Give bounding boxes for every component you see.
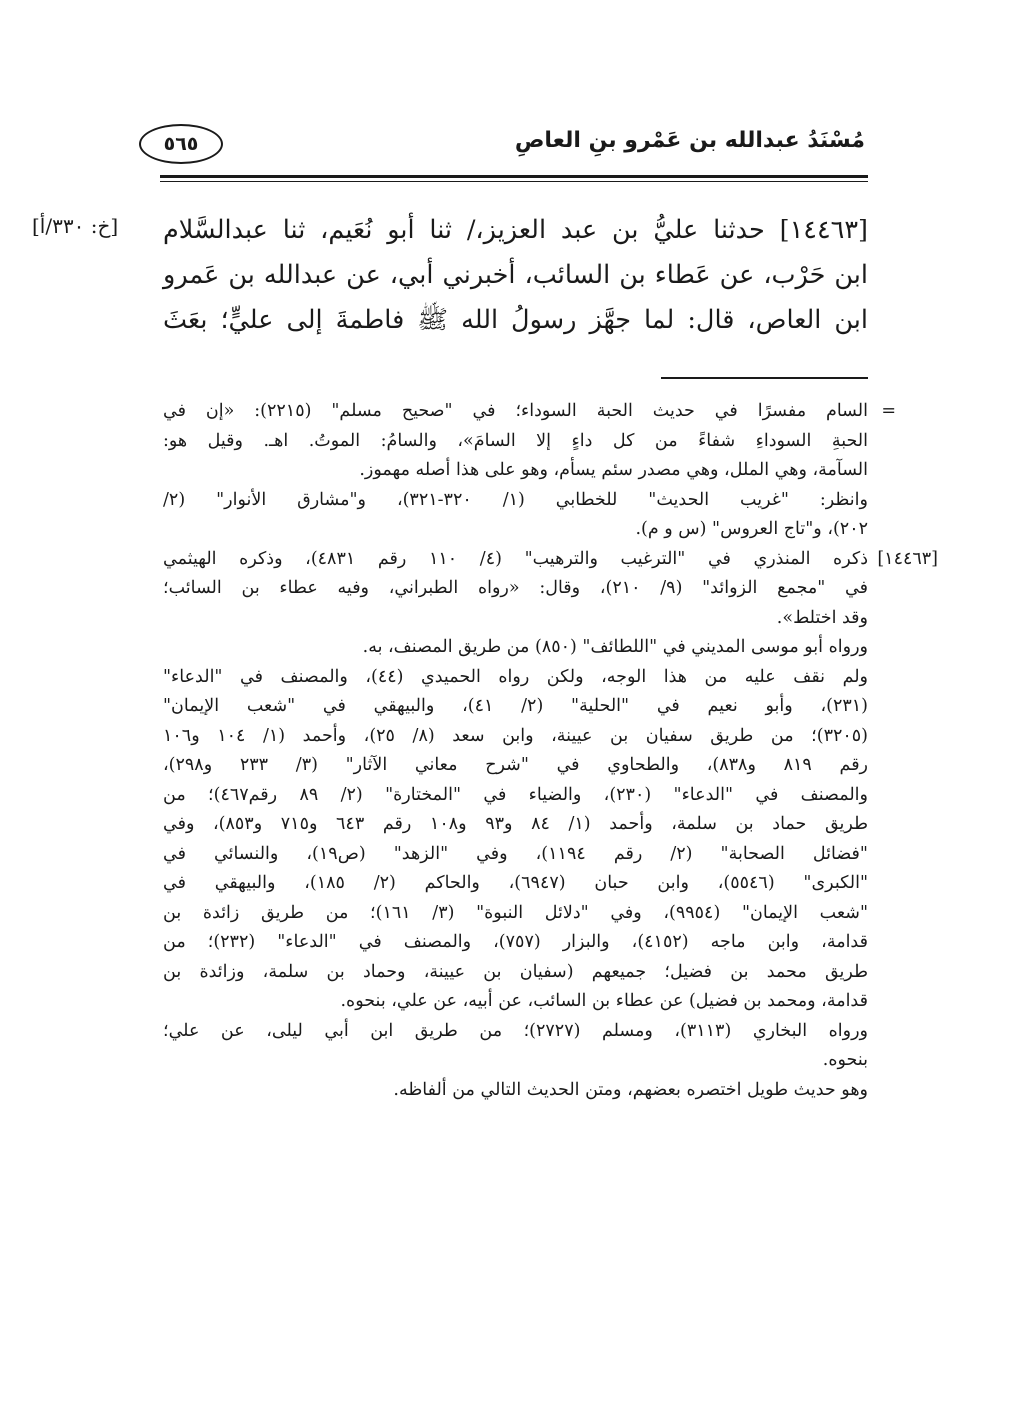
header-rule-thick: [160, 175, 868, 178]
footnote-line: "شعب الإيمان" (٩٩٥٤)، وفي "دلائل النبوة" (٣/ ١٦١)؛ من طريق زائدة بن: [163, 902, 868, 923]
footnote-line: (٢٣١)، وأبو نعيم في "الحلية" (٢/ ٤١)، والبيهقي في "شعب الإيمان": [163, 696, 868, 716]
footnote-line: ولم نقف عليه من هذا الوجه، ولكن رواه الحميدي (٤٤)، والمصنف في "الدعاء": [163, 666, 868, 687]
footnote-line: "فضائل الصحابة" (٢/ رقم ١١٩٤)، وفي "الزهد" (ص١٩)، والنسائي في: [163, 843, 868, 864]
footnote-line: وقد اختلط».: [776, 607, 868, 628]
footnote-line: السآمة، وهي الملل، وهي مصدر سئم يسأم، وهو على هذا أصله مهموز.: [359, 460, 868, 480]
footnote-line: قدامة، وابن ماجه (٤١٥٢)، والبزار (٧٥٧)، والمصنف في "الدعاء" (٢٣٢)؛ من: [163, 932, 868, 952]
footnote-line: ٢٠٢)، و"تاج العروس" (س و م).: [635, 519, 868, 539]
hadith-main-text: [163, 208, 868, 343]
running-title: مُسْنَدُ عبدالله بن عَمْرو بنِ العاصِ: [514, 128, 865, 153]
footnote-line: في "مجمع الزوائد" (٩/ ٢١٠)، وقال: «رواه الطبراني، وفيه عطاء بن السائب؛: [163, 578, 868, 598]
page-number-badge: ٥٦٥: [139, 124, 223, 164]
main-text-line: ابن العاص، قال: لما جهَّز رسولُ الله ﷺ فاطمةَ إلى عليٍّ؛ بعَثَ: [163, 305, 868, 335]
footnote-hadith-number: [١٤٤٦٣]: [877, 548, 938, 569]
footnote-hadith-14463: [163, 545, 938, 1106]
footnote-continuation: [163, 397, 896, 545]
footnote-line: وهو حديث طويل اختصره بعضهم، ومتن الحديث التالي من ألفاظه.: [393, 1079, 868, 1100]
footnote-line: رقم ٨١٩ و٨٣٨)، والطحاوي في "شرح معاني الآثار" (٣/ ٢٣٣ و٢٩٨)،: [163, 755, 868, 775]
footnote-separator: [661, 377, 868, 379]
main-text-line: [١٤٤٦٣] حدثنا عليُّ بن عبد العزيز،/ ثنا أبو نُعَيم، ثنا عبدالسَّلام: [163, 215, 868, 245]
footnote-line: ورواه البخاري (٣١١٣)، ومسلم (٢٧٢٧)؛ من طريق ابن أبي ليلى، عن علي؛: [163, 1020, 868, 1041]
footnote-line: الحبةِ السوداءِ شفاءً من كل داءٍ إلا السامَ»، والسامُ: الموتُ. اهـ. وقيل هو:: [163, 430, 868, 451]
continuation-marker: =: [881, 401, 896, 421]
main-text-line: ابن حَرْب، عن عَطاء بن السائب، أخبرني أبي، عن عبدالله بن عَمرو: [163, 260, 868, 290]
header-rule-thin: [160, 181, 868, 182]
footnote-line: "الكبرى" (٥٥٤٦)، وابن حبان (٦٩٤٧)، والحاكم (٢/ ١٨٥)، والبيهقي في: [163, 873, 868, 893]
footnote-line: والمصنف في "الدعاء" (٢٣٠)، والضياء في "المختارة" (٢/ ٨٩ رقم٤٦٧)؛ من: [163, 784, 868, 805]
footnote-line: بنحوه.: [822, 1050, 868, 1070]
footnote-line: وانظر: "غريب الحديث" للخطابي (١/ ٣٢٠-٣٢١)، و"مشارق الأنوار" (٢/: [163, 489, 868, 510]
footnote-line: ذكره المنذري في "الترغيب والترهيب" (٤/ ١١٠ رقم ٤٨٣١)، وذكره الهيثمي: [163, 548, 868, 569]
manuscript-margin-reference: [خ: ٣٣٠/أ]: [32, 214, 119, 238]
footnote-line: طريق حماد بن سلمة، وأحمد (١/ ٨٤ و٩٣ و١٠٨ رقم ٦٤٣ و٧١٥ و٨٥٣)، وفي: [163, 814, 868, 834]
footnote-line: قدامة، ومحمد بن فضيل) عن عطاء بن السائب، عن أبيه، عن علي، بنحوه.: [340, 991, 868, 1011]
footnote-line: (٣٢٠٥)؛ من طريق سفيان بن عيينة، وابن سعد (٨/ ٢٥)، وأحمد (١/ ١٠٤ و١٠٦: [163, 725, 868, 746]
footnote-line: السام مفسرًا في حديث الحبة السوداء؛ في "صحيح مسلم" (٢٢١٥): «إن في: [163, 401, 868, 421]
footnote-line: طريق محمد بن فضيل؛ جميعهم (سفيان بن عيينة، وحماد بن سلمة، وزائدة بن: [163, 961, 868, 982]
footnotes-section: [163, 397, 938, 1105]
footnote-line: ورواه أبو موسى المديني في "اللطائف" (٨٥٠) من طريق المصنف، به.: [362, 637, 868, 657]
